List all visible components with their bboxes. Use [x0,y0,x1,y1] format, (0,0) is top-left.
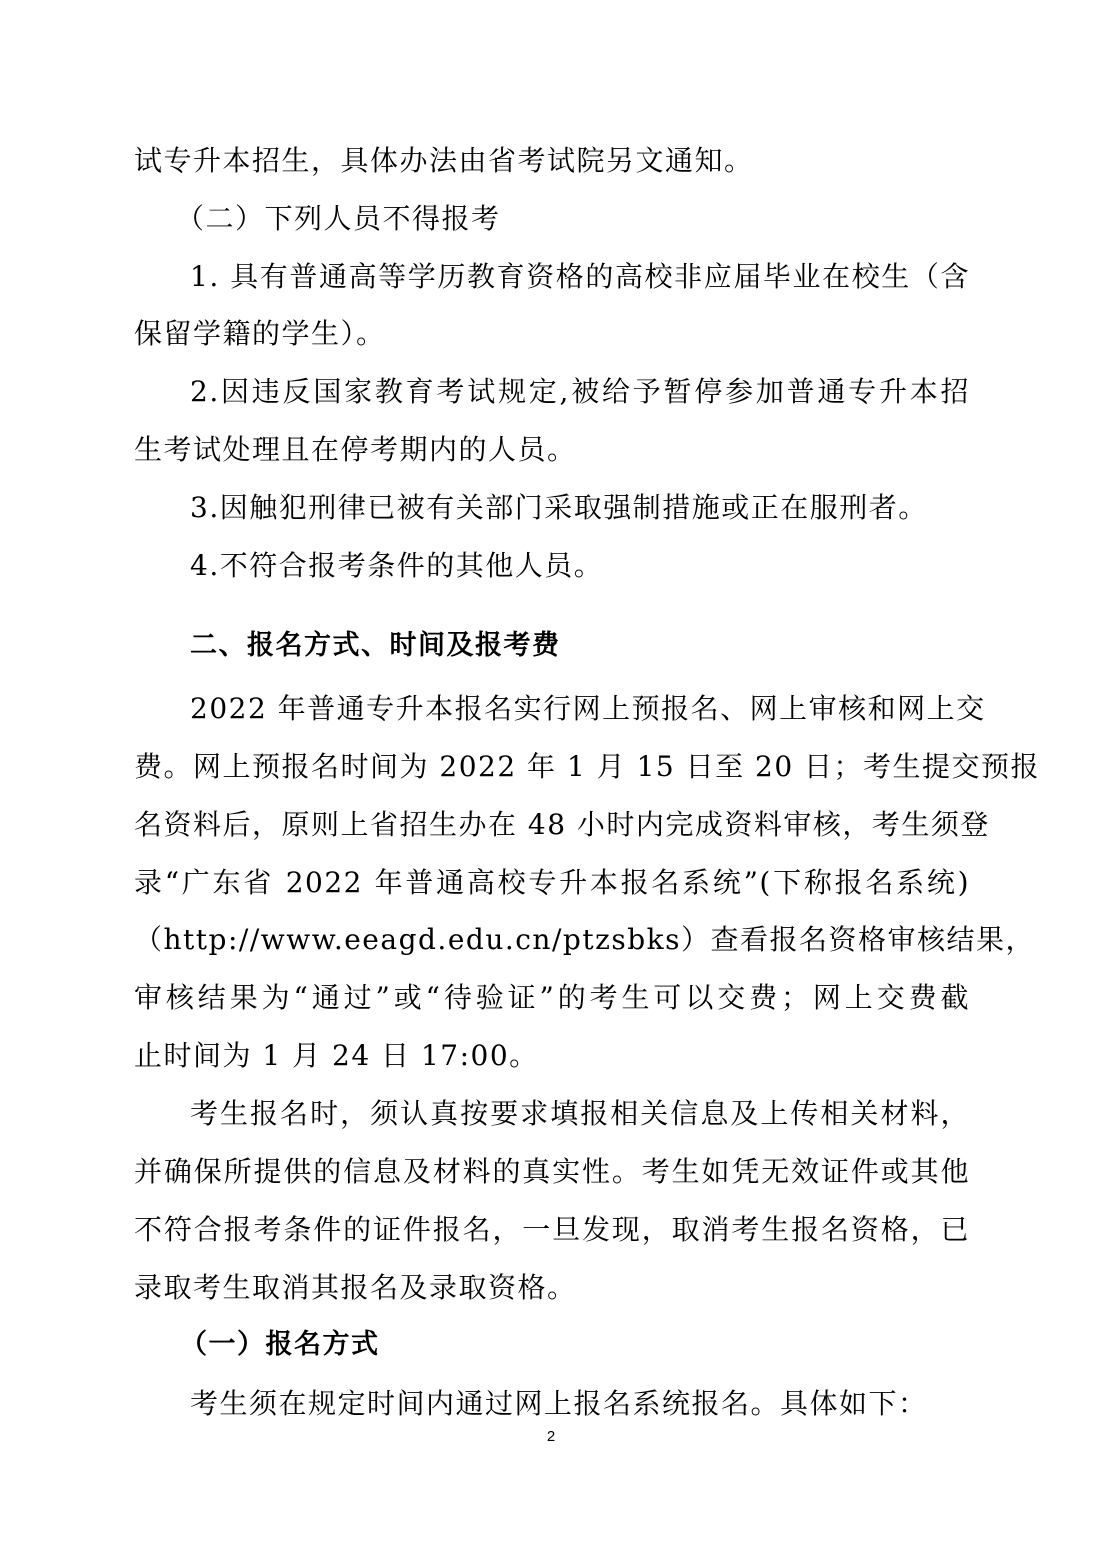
list-item-1: 1. 具有普通高等学历教育资格的高校非应届毕业在校生（含 [190,260,970,293]
list-item-3: 3.因触犯刑律已被有关部门采取强制措施或正在服刑者。 [190,491,928,524]
subheading-not-eligible: （二）下列人员不得报考 [176,202,501,235]
paragraph-line: 不符合报考条件的证件报名，一旦发现，取消考生报名资格，已 [134,1213,970,1246]
paragraph-line: 试专升本招生，具体办法由省考试院另文通知。 [134,144,754,177]
list-item-2: 2.因违反国家教育考试规定,被给予暂停参加普通专升本招 [190,375,970,408]
paragraph-line: 考生报名时，须认真按要求填报相关信息及上传相关材料， [190,1097,970,1130]
paragraph-line: 费。网上预报名时间为 2022 年 1 月 15 日至 20 日；考生提交预报 [134,750,1041,783]
list-item-2-cont: 生考试处理且在停考期内的人员。 [134,433,577,466]
paragraph-line: 并确保所提供的信息及材料的真实性。考生如凭无效证件或其他 [134,1155,970,1188]
paragraph-line: 录“广东省 2022 年普通高校专升本报名系统”(下称报名系统) [134,866,970,899]
paragraph-line: 止时间为 1 月 24 日 17:00。 [134,1039,539,1072]
paragraph-line: 录取考生取消其报名及录取资格。 [134,1271,577,1304]
section-heading-registration: 二、报名方式、时间及报考费 [190,630,561,661]
registration-url-line: （http://www.eeagd.edu.cn/ptzsbks）查看报名资格审核结果， [134,923,1035,956]
paragraph-line: 2022 年普通专升本报名实行网上预报名、网上审核和网上交 [190,692,986,725]
paragraph-line: 考生须在规定时间内通过网上报名系统报名。具体如下： [190,1387,928,1420]
list-item-1-cont: 保留学籍的学生）。 [134,317,386,350]
paragraph-line: 审核结果为“通过”或“待验证”的考生可以交费；网上交费截 [134,981,970,1014]
page-number: 2 [546,1428,556,1445]
subheading-registration-method: （一）报名方式 [180,1329,380,1360]
paragraph-line: 名资料后，原则上省招生办在 48 小时内完成资料审核，考生须登 [134,808,990,841]
list-item-4: 4.不符合报考条件的其他人员。 [190,549,604,582]
